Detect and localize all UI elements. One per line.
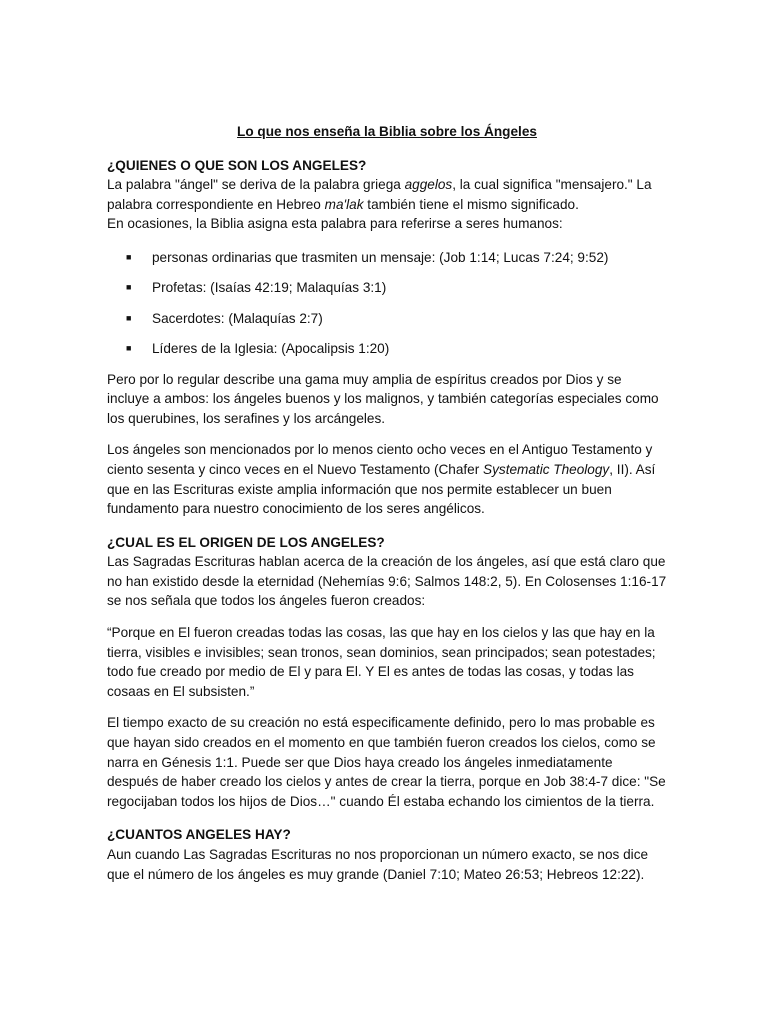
human-uses-list [107, 248, 667, 359]
intro-paragraph [107, 175, 667, 214]
section-heading-quienes: ¿QUIENES O QUE SON LOS ANGELES? [107, 157, 367, 173]
paragraph-gama-espiritus: Pero por lo regular describe una gama muy amplia de espíritus creados por Dios y se incluye a ambos: los ángeles buenos y los malignos, y también categorías especiales como los querubines, los serafines y los arcángeles. [107, 371, 659, 426]
list-item: ■ personas ordinarias que trasmiten un mensaje: (Job 1:14; Lucas 7:24; 9:52) [107, 248, 667, 268]
list-item: ■ Profetas: (Isaías 42:19; Malaquías 3:1) [107, 278, 667, 298]
intro-line-2: En ocasiones, la Biblia asigna esta palabra para referirse a seres humanos: [107, 216, 563, 232]
paragraph-tiempo-creacion: El tiempo exacto de su creación no está especificamente definido, pero lo mas probable es que hayan sido creados en el momento en que también fueron creados los cielos, como se narra en Génesis 1:1. Puede ser que Dios haya creado los ángeles inmediatamente después de haber creado los cielos y antes de crear la tierra, porque en Job 38:4-7 dice: "Se regocijaban todos los hijos de Dios…" cuando Él estaba echando los cimientos de la tierra. [107, 715, 666, 809]
paragraph-menciones: Los ángeles son mencionados por lo menos ciento ocho veces en el Antiguo Testamento y ciento sesenta y cinco veces en el Nuevo Testamento (Chafer Systematic Theology, II). Así que en las Escrituras existe amplia información que nos permite establecer un buen fundamento para nuestro conocimiento de los seres angélicos. [107, 442, 656, 517]
book-title-italic: Systematic Theology [483, 461, 610, 477]
section-heading-origen: ¿CUAL ES EL ORIGEN DE LOS ANGELES? [107, 534, 385, 550]
paragraph-numero: Aun cuando Las Sagradas Escrituras no nos proporcionan un número exacto, se nos dice que el número de los ángeles es muy grande (Daniel 7:10; Mateo 26:53; Hebreos 12:22). [107, 847, 649, 882]
bullet-icon: ■ [126, 251, 132, 262]
intro-italic-aggelos: aggelos [404, 177, 453, 193]
document-title: Lo que nos enseña la Biblia sobre los Ángeles [237, 124, 537, 139]
intro-text-b: , la cual significa "mensajero." La palabra correspondiente en Hebreo [107, 177, 652, 212]
document-page [107, 122, 667, 884]
section-heading-cuantos: ¿CUANTOS ANGELES HAY? [107, 827, 291, 843]
quote-colosenses: “Porque en El fueron creadas todas las cosas, las que hay en los cielos y las que hay en la tierra, visibles e invisibles; sean tronos, sean dominios, sean principados; sean potestades; todo fue creado por medio de El y para El. Y El es antes de todas las cosas, y todas las cosaas en El subsisten.” [107, 625, 656, 699]
paragraph-creacion: Las Sagradas Escrituras hablan acerca de la creación de los ángeles, así que está claro que no han existido desde la eternidad (Nehemías 9:6; Salmos 148:2, 5). En Colosenses 1:16-17 se nos señala que todos los ángeles fueron creados: [107, 554, 667, 609]
intro-text-c: también tiene el mismo significado. [363, 196, 579, 212]
bullet-icon: ■ [126, 282, 132, 293]
intro-text-a: La palabra "ángel" se deriva de la palabra griega [107, 177, 405, 193]
list-item: ■ Sacerdotes: (Malaquías 2:7) [107, 309, 667, 329]
bullet-icon: ■ [126, 343, 132, 354]
list-item: ■ Líderes de la Iglesia: (Apocalipsis 1:20) [107, 339, 667, 359]
bullet-icon: ■ [126, 312, 132, 323]
intro-italic-malak: ma'lak [324, 196, 364, 212]
